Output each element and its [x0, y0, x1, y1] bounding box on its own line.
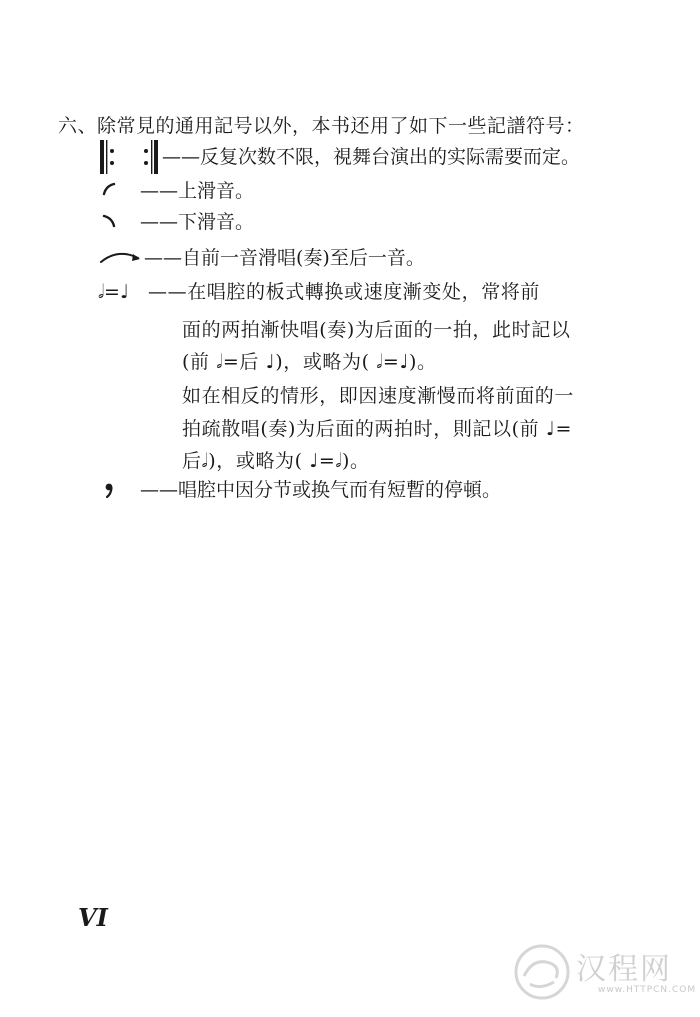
watermark-logo-icon — [510, 942, 574, 1002]
slide-up-description: ——上滑音。 — [140, 180, 255, 202]
repeat-description: ——反复次数不限，視舞台演出的实际需要而定。 — [162, 146, 581, 168]
tempo-line-3: (前 𝅗𝅥=后 ♩)，或略为( 𝅗𝅥=♩)。 — [182, 351, 437, 373]
watermark-url: www.HTTPCN.COM — [598, 985, 697, 995]
section-heading: 六、除常見的通用記号以外，本书还用了如下一些記譜符号： — [58, 115, 585, 137]
tempo-line-2: 面的两拍漸快唱(奏)为后面的一拍，此时記以 — [182, 319, 571, 341]
breath-mark-icon — [102, 481, 116, 499]
tempo-symbol: 𝅗𝅥=♩ — [98, 281, 129, 303]
tempo-line-1: ——在唱腔的板式轉换或速度漸变处，常将前 — [148, 281, 541, 303]
slide-up-icon — [100, 178, 120, 198]
tempo-line-6: 后𝅗𝅥)，或略为( ♩=𝅗𝅥)。 — [182, 450, 370, 472]
portamento-arc-icon — [98, 246, 144, 266]
repeat-signs-icon — [98, 139, 160, 175]
page-number: VI — [78, 903, 108, 932]
slide-down-description: ——下滑音。 — [140, 211, 255, 233]
slide-down-icon — [100, 210, 120, 230]
breath-description: ——唱腔中因分节或换气而有短暫的停頓。 — [140, 479, 502, 501]
tempo-line-5: 拍疏散唱(奏)为后面的两拍时，則記以(前 ♩= — [182, 418, 572, 440]
tempo-line-4: 如在相反的情形，即因速度漸慢而将前面的一 — [182, 385, 575, 407]
portamento-description: ——自前一音滑唱(奏)至后一音。 — [144, 247, 425, 269]
watermark-text: 汉程网 — [576, 952, 672, 987]
